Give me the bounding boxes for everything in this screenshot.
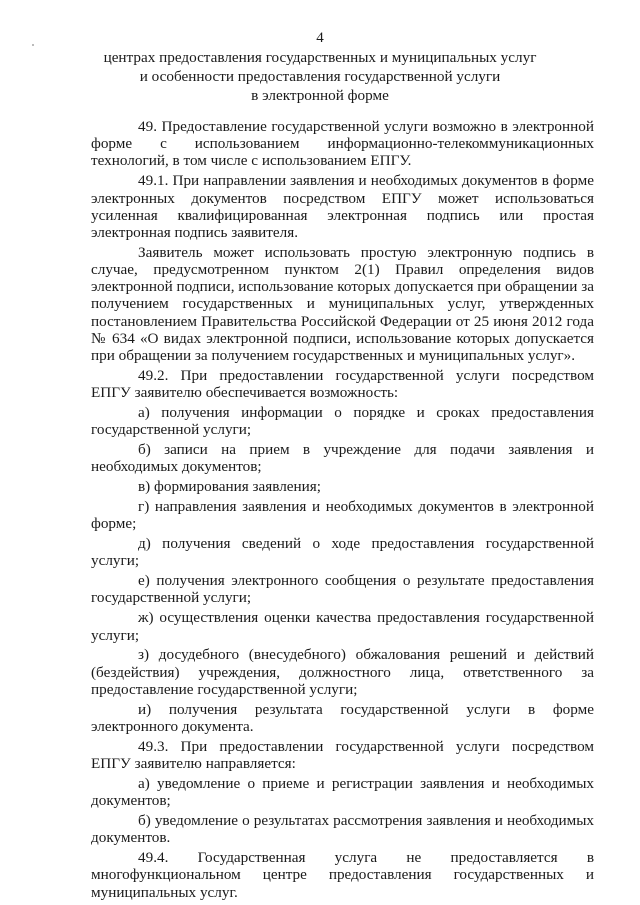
list-item-e: е) получения электронного сообщения о результате предоставления государственной услуги; (91, 572, 594, 607)
heading-line: центрах предоставления государственных и муниципальных услуг (103, 49, 537, 66)
paragraph-49-1: 49.1. При направлении заявления и необходимых документов в форме электронных документов посредством ЕПГУ может использоваться усиленная квалифицированная электронная подпись или простая электронная подпись заявителя. (91, 172, 594, 241)
paragraph-49-3: 49.3. При предоставлении государственной услуги посредством ЕПГУ заявителю направляется: (91, 737, 594, 773)
list-item-z: з) досудебного (внесудебного) обжалования решений и действий (бездействия) учреждения, должностного лица, ответственного за предоставление государственной услуги; (91, 646, 594, 698)
list-item-notice-b: б) уведомление о результатах рассмотрения заявления и необходимых документов. (91, 812, 594, 847)
paragraph-49: 49. Предоставление государственной услуги возможно в электронной форме с использованием информационно-телекоммуникационных технологий, в том числе с использованием ЕПГУ. (91, 118, 594, 170)
list-item-zh: ж) осуществления оценки качества предоставления государственной услуги; (91, 609, 594, 644)
page-number: 4 (316, 30, 324, 46)
list-item-d: д) получения сведений о ходе предоставления государственной услуги; (91, 535, 594, 570)
list-item-b: б) записи на прием в учреждение для подачи заявления и необходимых документов; (91, 441, 594, 476)
section-heading (0, 48, 640, 105)
heading-line: в электронной форме (251, 87, 389, 104)
document-body (91, 118, 594, 903)
list-item-g: г) направления заявления и необходимых документов в электронной форме; (91, 498, 594, 533)
paragraph-49-2: 49.2. При предоставлении государственной услуги посредством ЕПГУ заявителю обеспечивается возможность: (91, 366, 594, 402)
list-item-v: в) формирования заявления; (138, 478, 321, 496)
paragraph-simple-signature: Заявитель может использовать простую электронную подпись в случае, предусмотренном пунктом 2(1) Правил определения видов электронной подписи, использование которых допускается при обращении за получением государственных и муниципальных услуг, утвержденных постановлением Правительства Российской Федерации от 25 июня 2012 года № 634 «О видах электронной подписи, использование которых допускается при обращении за получением государственных и муниципальных услуг». (91, 243, 594, 365)
list-item-notice-a: а) уведомление о приеме и регистрации заявления и необходимых документов; (91, 774, 594, 810)
heading-line: и особенности предоставления государственной услуги (139, 68, 501, 85)
list-item-a: а) получения информации о порядке и сроках предоставления государственной услуги; (91, 404, 594, 439)
list-item-i: и) получения результата государственной услуги в форме электронного документа. (91, 700, 594, 735)
paragraph-49-4: 49.4. Государственная услуга не предоставляется в многофункциональном центре предоставления государственных и муниципальных услуг. (91, 849, 594, 901)
